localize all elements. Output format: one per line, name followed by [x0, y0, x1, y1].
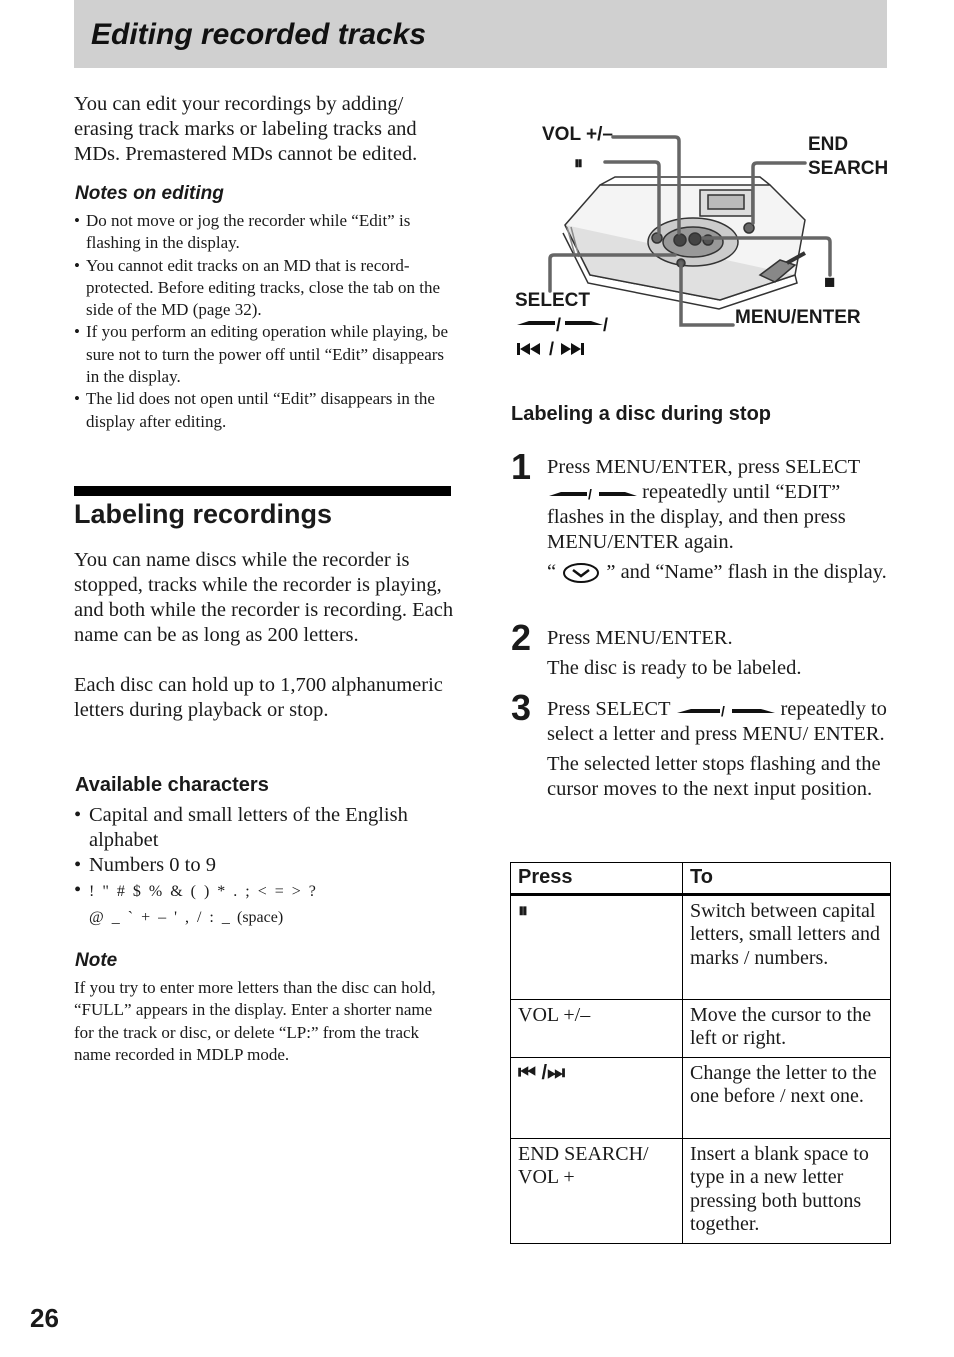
- page-header: [74, 0, 887, 68]
- table-row: [511, 1138, 891, 1243]
- section-rule: [74, 486, 451, 496]
- step-number-1: 1: [511, 446, 532, 487]
- table-header-to: To: [683, 863, 891, 895]
- step-1-text-a: Press MENU/ENTER, press SELECT: [547, 456, 860, 478]
- previous-track-icon: [517, 343, 540, 355]
- table-cell-to: Insert a blank space to type in a new letter pressing both buttons together.: [683, 1138, 891, 1243]
- disc-icon: [561, 562, 601, 584]
- page-title: Editing recorded tracks: [91, 18, 427, 51]
- quote-open: “: [547, 561, 557, 583]
- table-cell-press: ⏮ /⏭: [511, 1057, 683, 1138]
- step-3-text-a: Press SELECT: [547, 698, 671, 720]
- svg-text:/: /: [588, 486, 592, 501]
- step-number-3: 3: [511, 687, 532, 728]
- step-1-text-b: repeatedly until “EDIT” flashes in the display, and then press MENU/ENTER again.: [547, 481, 846, 553]
- list-item: • Capital and small letters of the English alphabet: [74, 803, 459, 853]
- list-item: • The lid does not open until “Edit” disappears in the display after editing.: [74, 388, 454, 433]
- svg-text:/: /: [603, 315, 609, 335]
- list-item: • You cannot edit tracks on an MD that is record-protected. Before editing tracks, close the tab on the side of the MD (page 32).: [74, 255, 454, 322]
- table-cell-to: Switch between capital letters, small letters and marks / numbers.: [683, 894, 891, 999]
- note-heading: Note: [75, 950, 118, 971]
- table-cell-to: Move the cursor to the left or right.: [683, 999, 891, 1057]
- section-heading: Labeling recordings: [74, 499, 333, 529]
- diagram-label-menu-enter: MENU/ENTER: [735, 307, 861, 328]
- step-1-note: ” and “Name” flash in the display.: [606, 561, 887, 583]
- diagram-label-select: SELECT: [515, 290, 590, 311]
- step-3: [547, 697, 887, 807]
- step-1: [547, 455, 887, 590]
- diagram-label-vol: VOL +/–: [542, 124, 613, 145]
- arrow-left-icon: [517, 321, 555, 325]
- pause-icon: ⏸: [574, 153, 583, 173]
- svg-text:/: /: [549, 339, 555, 359]
- intro-paragraph: You can edit your recordings by adding/ erasing track marks or labeling tracks and MDs. Premastered MDs cannot be edited.: [74, 93, 418, 165]
- table-cell-press: ⏸: [511, 894, 683, 999]
- select-arrows-icon: [675, 703, 775, 717]
- available-characters-list: [74, 803, 459, 930]
- diagram-label-end: END: [808, 134, 849, 155]
- select-symbols: [515, 314, 615, 360]
- svg-text:/: /: [556, 315, 562, 335]
- available-characters-heading: Available characters: [75, 774, 269, 796]
- table-row: [511, 894, 891, 999]
- symbols-line-2: @ _ ` + – ' , / : _: [89, 909, 232, 926]
- list-item: • Numbers 0 to 9: [74, 853, 459, 878]
- note-text: If you try to enter more letters than the disc can hold, “FULL” appears in the display. Enter a shorter name for the track or disc, or delete “LP:” from the track name recorded in MDLP mode.: [74, 978, 436, 1064]
- labeling-paragraph-2: Each disc can hold up to 1,700 alphanumeric letters during playback or stop.: [74, 674, 443, 721]
- table-cell-press: END SEARCH/ VOL +: [511, 1138, 683, 1243]
- step-2: [547, 626, 887, 686]
- step-2-note: The disc is ready to be labeled.: [547, 657, 802, 679]
- table-header-row: [511, 863, 891, 895]
- symbols-line-1: ! " # $ % & ( ) * . ; < = > ?: [89, 883, 318, 900]
- table-row: [511, 999, 891, 1057]
- step-number-2: 2: [511, 617, 532, 658]
- md-recorder-illustration: [563, 177, 805, 309]
- select-arrows-icon: [547, 486, 637, 500]
- svg-text:/: /: [721, 703, 726, 718]
- controls-table: [510, 862, 891, 1244]
- next-track-icon: [561, 343, 584, 355]
- step-2-text: Press MENU/ENTER.: [547, 627, 733, 649]
- space-label: (space): [236, 909, 284, 926]
- page-number: 26: [30, 1303, 59, 1333]
- list-item: • Do not move or jog the recorder while “Edit” is flashing in the display.: [74, 210, 454, 255]
- step-3-note: The selected letter stops flashing and the cursor moves to the next input position.: [547, 753, 881, 800]
- arrow-right-icon: [565, 321, 603, 325]
- table-row: [511, 1057, 891, 1138]
- notes-editing-list: [74, 210, 454, 433]
- list-item: • If you perform an editing operation while playing, be sure not to turn the power off until “Edit” disappears in the display.: [74, 321, 454, 388]
- stop-section-heading: Labeling a disc during stop: [511, 403, 772, 425]
- list-item: [74, 878, 459, 930]
- table-header-press: Press: [511, 863, 683, 895]
- step-3-text-b: repeatedly to select a letter and press MENU/ ENTER.: [547, 698, 887, 745]
- diagram-label-search: SEARCH: [808, 158, 889, 179]
- table-cell-to: Change the letter to the one before / next one.: [683, 1057, 891, 1138]
- labeling-paragraph-1: You can name discs while the recorder is stopped, tracks while the recorder is playing, and both while the recorder is recording. Each name can be as long as 200 letters.: [74, 549, 454, 646]
- notes-editing-heading: Notes on editing: [75, 183, 224, 204]
- table-cell-press: VOL +/–: [511, 999, 683, 1057]
- stop-icon: ■: [824, 272, 836, 293]
